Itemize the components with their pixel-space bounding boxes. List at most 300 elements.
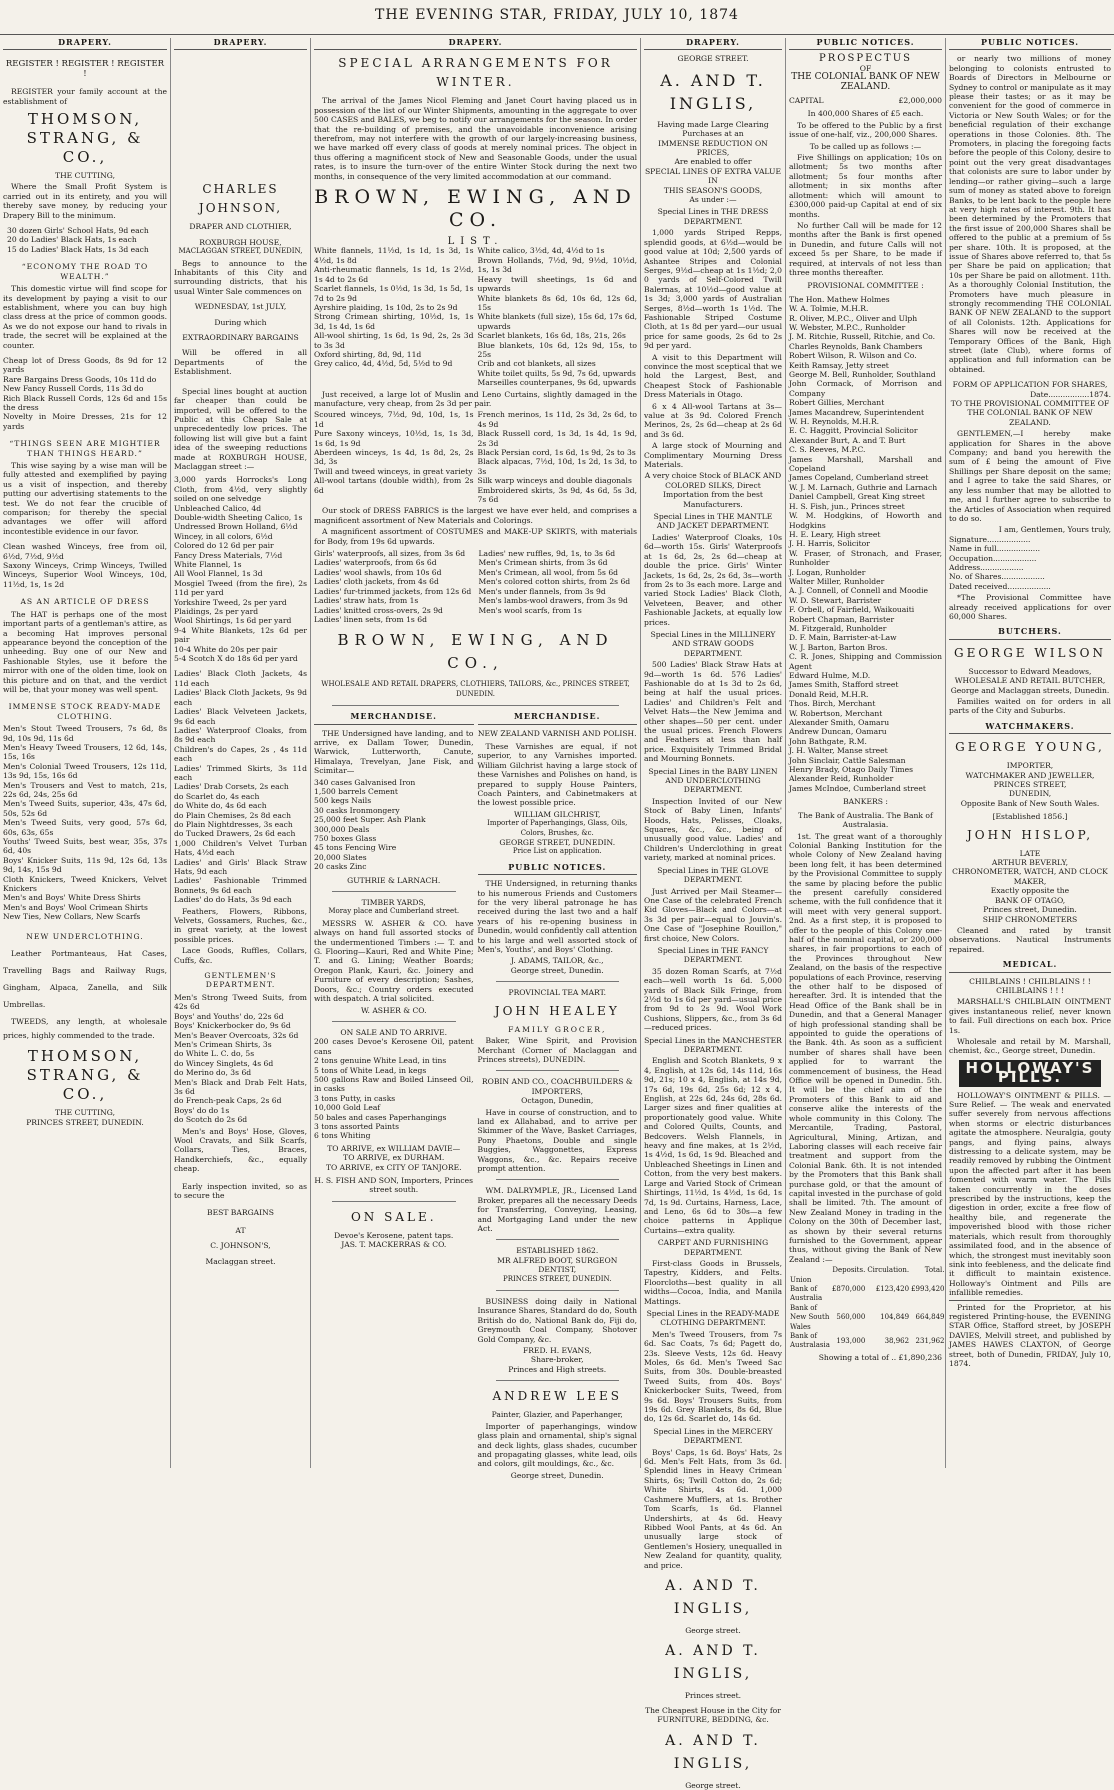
committee-member: Alexander Reid, Runholder (789, 774, 894, 784)
george-street: GEORGE STREET. (677, 54, 749, 64)
list-item: Oxford shirting, 8d, 9d, 11d (314, 349, 422, 359)
varnish-headline: NEW ZEALAND VARNISH AND POLISH. (477, 728, 637, 738)
committee-member: James Copeland, Cumberland street (789, 473, 929, 483)
list-item: Boys' and Youths' do, 22s 6d (174, 1011, 284, 1021)
johnson-house: ROXBURGH HOUSE, (199, 237, 282, 247)
bank-name: THE COLONIAL BANK OF NEW ZEALAND. (791, 72, 940, 92)
form-occupation[interactable]: Occupation.................. (949, 553, 1037, 563)
committee-member: John Cormack, of Morrison and Company (789, 379, 942, 398)
list-item: 9-4 White Blankets, 12s 6d per pair (174, 625, 307, 645)
price-list: Price List on application. (512, 847, 602, 856)
committee-member: Robert Gillies, Merchant (789, 398, 885, 408)
committee-member: Thos. Birch, Merchant (789, 699, 876, 709)
list-item: 30 dozen Girls' School Hats, 9d each (7, 226, 149, 236)
form-name[interactable]: Name in full.................. (949, 544, 1041, 554)
dalrymple-body: WM. DALRYMPLE, JR., Licensed Land Broker, prepares all the necessary Deeds for Transferring, Conveying, Leasing, and Mortgaging Land under the new Act. (477, 1186, 637, 1233)
varnish-body: These Varnishes are equal, if not superior, to any Varnishes imported. William Gilchrist having a large stock of these Varnishes and Polishes on hand, is prepared to supply House Painters, Coach Painters, and Cabinetmakers at the lowest possible price. (477, 741, 637, 808)
list-item: Saxony Winceys, Crimp Winceys, Twilled Winceys, Superior Wool Winceys, 10d, 11½d, 1s, 1s 2d (3, 561, 167, 589)
list-item: 3 tons Putty, in casks (314, 1093, 396, 1103)
committee-member: James Macandrew, Superintendent (789, 407, 925, 417)
committee-member: Charles Reynolds, Bank Chambers (789, 341, 923, 351)
list-item: do White L. C. do, 5s (174, 1049, 255, 1059)
list-item: do French-peak Caps, 2s 6d (174, 1096, 282, 1106)
list-item: 300,000 Deals (314, 824, 370, 834)
at-name: C. JOHNSON'S, (210, 1241, 271, 1251)
list-item: Wincey, in all colors, 6½d (174, 531, 273, 541)
inglis-special: SPECIAL LINES OF EXTRA VALUE (644, 166, 781, 176)
table-row (789, 1276, 946, 1304)
inglis-name-3: A. AND T. INGLIS, (665, 1643, 761, 1683)
table-cell: 193,000 (836, 1336, 866, 1345)
inglis-cheapest: The Cheapest House in the City for (645, 1705, 781, 1715)
mourning-body: A large stock of Mourning and Complimentary Mourning Dress Materials. (644, 441, 782, 470)
adams-address: George street, Dunedin. (510, 965, 604, 975)
list-item: Ladies' Trimmed Skirts, 3s 11d each (174, 763, 307, 782)
at-street: Maclaggan street. (205, 1256, 276, 1266)
list-item: do White do, 4s 6d each (174, 801, 267, 811)
sale-headline: ON SALE AND TO ARRIVE. (340, 1027, 448, 1037)
best-bargains: BEST BARGAINS (207, 1208, 274, 1218)
list-item: Fancy Dress Materials, 7½d (174, 550, 283, 560)
healey-body: Baker, Wine Spirit, and Provision Merchant (Corner of Maclaggan and Princes streets), DUNEDIN. (477, 1036, 637, 1064)
prospectus-continued: or nearly two millions of money belonging to colonists entrusted to Boards of Directors in Melbourne or Sydney to control or manipulate as it may please their tastes; or as it may be convenient for the good of commerce in Victoria or New South Wales; or for the beneficial regulation of their exchange operations in those Colonies. 8th. The Promoters, in placing the foregoing facts before the people of this Colony, desire to point out the very great disadvantages that colonists are sure to labor under by lending—or rather giving—such a large sum of money as stated above to foreign Banks, to be lent back to the people here at very high rates of interest. 9th. It has been determined by the Promoters that the first issue of 200,000 Shares shall be offered to the public at a premium of 5s per share. 10th. It is proposed, at the issue of Shares above referred to, that 5s per Share be paid on application; that 10s per Share be paid on allotment. 11th. As a thoroughly Colonial Institution, the Promoters have much pleasure in strongly recommending THE COLONIAL BANK OF NEW ZEALAND to the support of all Colonists. 12th. Applications for Shares will now be received at the Temporary Offices of the Bank, High street (late Club), where forms of application and full information can be obtained. (949, 54, 1111, 374)
list-item: Men's lambs-wool drawers, from 3s 9d (478, 596, 628, 606)
evans-address: Princes and High streets. (508, 1364, 607, 1374)
list-item: do Merino do, 3s 6d (174, 1068, 252, 1078)
list-item: 500 gallons Raw and Boiled Linseed Oil, in casks (314, 1074, 474, 1094)
dept-millinery-body: 500 Ladies' Black Straw Hats at 9d—worth 1s 6d. 576 Ladies' Fashionable do at 1s 3d to 2s 6d, being at half the usual prices. Ladies' and Children's Felt and Velvet Hats—the New Jemima and other shapes—50 per cent. under the usual prices. French Flowers and Feathers at less than half price. Exquisitely Trimmed Bridal and Mourning Bonnets. (644, 660, 782, 764)
special-arrangements-headline: SPECIAL ARRANGEMENTS FOR WINTER. (338, 56, 613, 90)
boot-name: MR ALFRED BOOT, SURGEON DENTIST, (497, 1255, 618, 1275)
section-heading-watchmakers: WATCHMAKERS. (949, 722, 1111, 734)
list-item: Embroidered skirts, 3s 9d, 4s 6d, 5s 3d, 7s 6d (477, 485, 637, 505)
offer-body: To be offered to the Public by a first issue of one-half, viz., 200,000 Shares. (789, 120, 942, 140)
list-item: 25,000 feet Super. Ash Plank (314, 815, 426, 825)
capital-line (789, 96, 942, 105)
table-cell: 231,962 (915, 1336, 945, 1345)
committee-member: W. A. Tolmie, M.H.R. (789, 304, 869, 314)
committee-member: W. Robertson, Merchant (789, 708, 883, 718)
list-item: Men's wool scarfs, from 1s (478, 605, 582, 615)
table-cell: 560,000 (836, 1313, 866, 1322)
list-item: Men's and Boys' White Dress Shirts (3, 893, 141, 903)
hislop-late: LATE (1019, 848, 1041, 858)
list-headline: LIST. (447, 236, 504, 248)
list-item: 50 bales and cases Paperhangings (314, 1112, 447, 1122)
table-row (789, 1304, 946, 1332)
list-item: Colored do 12 6d per pair (174, 541, 274, 551)
at-label: AT (235, 1225, 246, 1235)
list-item: Ladies' cloth jackets, from 4s 6d (314, 577, 439, 587)
list-item: Black alpacas, 7½d, 10d, 1s 2d, 1s 3d, to 3s (477, 457, 637, 476)
inglis-furniture: FURNITURE, BEDDING, &c. (657, 1715, 769, 1725)
list-item: Ladies' fur-trimmed jackets, from 12s 6d (314, 586, 472, 596)
column-2 (170, 38, 310, 1468)
portmanteaus-body: Leather Portmanteaus, Hat Cases, Travelling Bags and Railway Rugs, Gingham, Alpaca, Zanella, and Silk Umbrellas. (3, 949, 167, 1010)
hislop-bank: BANK OF OTAGO, (994, 895, 1066, 905)
bankers-list: The Bank of Australia. The Bank of Australasia. (798, 810, 933, 830)
firm-name: THOMSON, STRANG, & CO., (26, 110, 144, 167)
list-item: Novelty in Moire Dresses, 21s for 12 yards (3, 412, 167, 431)
list-item: Double-width Sheeting Calico, 1s (174, 512, 303, 522)
section-heading-merchandise: MERCHANDISE. (314, 712, 474, 724)
list-item: Men's Crimean, all wool, from 5s 6d (478, 567, 619, 577)
table-header-cell (789, 1266, 831, 1275)
list-item: 20 casks Zinc (314, 862, 367, 872)
list-item: 30 casks Ironmongery (314, 805, 400, 815)
list-item: Rare Bargains Dress Goods, 10s 11d do (3, 374, 157, 384)
young-name: GEORGE YOUNG, (955, 740, 1105, 755)
holloway-body: HOLLOWAY'S OINTMENT & PILLS. — Sure Relief. — The weak and enervated suffer severely from nervous affections when storms or electric disturbances agitate the atmosphere. Neuralgia, gouty pangs, and flying pains, always distressing to a delicate system, may be readily removed by rubbing the Ointment upon the affected part after it has been fomented with warm water. The Pills taken concurrently in the doses prescribed by the instructions, keep the digestion in order, excite a free flow of healthy bile, and regenerate the impoverished blood with those richer materials, which result from thoroughly assimilated food, and in the absence of which, the strongest must inevitably soon sink into feebleness, and the delicate find it difficult to maintain existence. Holloway's Ointment and Pills are infallible remedies. (949, 1090, 1111, 1298)
list-item: White Flannel, 1s (174, 560, 242, 569)
healey-name: JOHN HEALEY (494, 1003, 620, 1018)
section-heading-medical: MEDICAL. (949, 960, 1111, 972)
dept-ready-body: Men's Tweed Trousers, from 7s 6d. Sac Coats, 7s 6d; Pagett do, 23s. Sleeve Vests, 12s 6d. Heavy Moles, 6s 6d. Men's Tweed Sac Suits, from 30s. Double-breasted Tweed Suits, from 40s. Boys' Knickerbocker Suits, Tweed, from 9s 6d. Boys' Trousers Suits, from 19s 6d. Grey Blankets, 8s 6d, Blue do, 12s 6d. Scarlet do, 14s 6d. (644, 1329, 782, 1424)
list-item: Ladies' Black Cloth Jackets, 4s 11d each (174, 669, 307, 688)
evans-name: FRED. H. EVANS, (522, 1346, 592, 1356)
magnificent-costumes: A magnificent assortment of COSTUMES and MAKE-UP SKIRTS, with materials for Body, from 19s 6d upwards. (314, 527, 637, 546)
wilson-name: GEORGE WILSON (954, 645, 1106, 660)
list-item: 5-4 Scotch X do 18s 6d per yard (174, 654, 298, 664)
inglis-name-2: A. AND T. INGLIS, (665, 1577, 761, 1617)
list-item: Ladies' waterproofs, from 6s 6d (314, 558, 437, 568)
dept-mantle-body: Ladies' Waterproof Cloaks, 10s 6d—worth 15s. Girls' Waterproofs at 1s 6d, 2s, 2s 6d—cheap at double the price. Girls' Winter Jackets, 1s 6d, 2s, 2s 6d, 3s—worth from 2s to 3s each more. Large and varied Stock Ladies' Black Cloth, Velveteen, Beaver, and other Fashionable Jackets, at equally low prices. (644, 532, 782, 627)
young-street: PRINCES STREET, (993, 780, 1067, 790)
list-item: Black Persian cord, 1s 6d, 1s 9d, 2s to 3s (477, 448, 636, 457)
table-cell: £870,000 (831, 1285, 866, 1293)
list-item: do Wincey Singlets, 4s 6d (174, 1058, 274, 1068)
column-3 (310, 37, 640, 1480)
dept-carpet: CARPET AND FURNISHING DEPARTMENT. (657, 1238, 769, 1257)
evans-trade: Share-broker, (530, 1355, 584, 1365)
list-item: White calico, 3½d, 4d, 4½d to 1s (477, 246, 605, 256)
committee-member: W. J. M. Larnach, Guthrie and Larnach (789, 482, 938, 492)
table-cell: £993,420 (911, 1285, 945, 1293)
form-note: *The Provisional Committee have already received applications for over 60,000 Shares. (949, 593, 1111, 621)
register-headline: REGISTER ! REGISTER ! REGISTER ! (5, 59, 165, 79)
register-body: REGISTER your family account at the establishment of (3, 87, 167, 106)
adams-firm: J. ADAMS, TAILOR, &c., (510, 956, 604, 966)
committee-member: J. M. Ritchie, Russell, Ritchie, and Co. (789, 332, 936, 342)
form-signature[interactable]: Signature.................. (949, 534, 1031, 544)
young-importer: IMPORTER, (1006, 761, 1054, 771)
list-item: 1,500 barrels Cement (314, 786, 398, 796)
things-body: This wise saying by a wise man will be fully attested and exemplified by paying us a visit of inspection, and thereby putting our advertising statements to the test. We do not fear the crucible of comparison; for thereby the special advantages we offer will afford incontestible evidence in our favor. (3, 461, 167, 536)
dept-fancy: Special Lines in THE FANCY DEPARTMENT. (657, 945, 769, 965)
list-item: New Ties, New Collars, New Scarfs (3, 912, 141, 922)
gilchrist-trade: Importer of Paperhangings, Glass, Oils, Colors, Brushes, &c. (487, 819, 628, 837)
marshall-body: MARSHALL'S CHILBLAIN OINTMENT gives instantaneous relief, never known to fail. Full directions on each box. Price 1s. (949, 997, 1111, 1035)
healey-trade: FAMILY GROCER, (508, 1024, 607, 1034)
list-item: Cloth Knickers, Tweed Knickers, Velvet Knickers (3, 874, 167, 894)
table-cell: 38,962 (884, 1336, 910, 1345)
firm-premises-2: THE CUTTING, (55, 1108, 115, 1118)
committee-member: Walter Miller, Runholder (789, 576, 885, 586)
landing-body: THE Undersigned have landing, and to arrive, ex Dallam Tower, Dunedin, Warwick, Lutterworth, Canute, Himalaya, Trevelyan, Jane Fisk, and Scimitar— (314, 728, 474, 776)
committee-member: R. Oliver, M.P.C., Oliver and Ulph (789, 313, 918, 323)
wilson-address: George and Maclaggan streets, Dunedin. (950, 685, 1110, 695)
dept-glove-body: Just Arrived per Mail Steamer—One Case of the celebrated French Kid Gloves—Black and Colors—at 3s 3d per pair—equal to Jouvin's. One Case of "Josephine Rouillon," first choice, New Colors. (644, 886, 782, 943)
clothing-headline: IMMENSE STOCK READY-MADE CLOTHING. (8, 702, 162, 721)
inglis-address-4: George street. (685, 1780, 741, 1790)
committee-member: Andrew Duncan, Oamaru (789, 727, 887, 737)
johnson-body: Begs to announce to the Inhabitants of this City and surrounding districts, that his usual Winter Sale commences on (174, 258, 307, 296)
form-date: Date.................1874. (1030, 389, 1111, 399)
section-heading-merchandise: MERCHANDISE. (478, 712, 638, 724)
list-item: Men's Crimean Shirts, 3s (174, 1039, 272, 1049)
list-item: Ladies' linen sets, from 1s 6d (314, 614, 427, 624)
committee-member: J. H. Harris, Solicitor (789, 539, 870, 549)
guthrie-firm: GUTHRIE & LARNACH. (347, 875, 441, 885)
form-yours: I am, Gentlemen, Yours truly, (998, 525, 1111, 535)
economy-headline: “ECONOMY THE ROAD TO WEALTH.” (21, 262, 149, 281)
section-heading-public-notices: PUBLIC NOTICES. (949, 38, 1111, 50)
list-item: Ladies' and Girls' Black Straw Hats, 9d each (174, 857, 307, 876)
inglis-name-4: A. AND T. INGLIS, (665, 1732, 761, 1772)
list-item: Men's Crimean shirts, from 3s 6d (478, 558, 608, 568)
list-item: Aberdeen winceys, 1s 4d, 1s 8d, 2s, 2s 3d, 3s (314, 448, 474, 467)
list-item: Strong Crimean shirting, 10½d, 1s, 1s 3d, 1s 4d, 1s 6d (314, 312, 474, 331)
committee-member: Alexander Burt, A. and T. Burt (789, 435, 906, 445)
list-item: Children's do Capes, 2s , 4s 11d each (174, 744, 307, 764)
column-5 (785, 38, 945, 1468)
list-item: All-wool tartans (double width), from 2s 6d (314, 476, 474, 495)
list-item: Wool Shirtings, 1s 6d per yard (174, 616, 292, 626)
dept-manchester-body: English and Scotch Blankets, 9 x 4, English, at 12s 6d, 14s 11d, 16s 9d, 21s; 10 x 4, English, at 14s 9d, 17s 6d, 19s 6d, 25s 6d; 12 x 4, English, at 22s 6d, 24s 6d, 28s 6d. Larger sizes and finer qualities at proportionately good value. White and Colored Quilts, Counts, and Bedcovers. Welsh Flannels, in heavy and fine makes, at 1s 2½d, 1s 4½d, 1s 6d, 1s 9d. Bleached and Unbleached Sheetings in Linen and Cotton, from the very best makers. Large and Varied Stock of Crimean Shirtings, 11½d, 1s 4½d, 1s 6d, 1s 7d, 1s 9d. Curtains, Harness, Lace, and Leno, 6s 6d to 30s—a few choice patterns in Applique Curtains—extra quality. (644, 1056, 782, 1235)
timber-body: MESSRS W. ASHER & CO. have always on hand full assorted stocks of the undermentioned Timbers :— T. and G. Flooring—Kauri, Red and White Pine; T. and G. Lining; Weather Boards; Oregon Plank, Kauri, &c. Joinery and Furniture of every description; Sashes, Doors, &c.; Country orders executed with despatch. A trial solicited. (314, 918, 474, 1004)
lees-trade: Painter, Glazier, and Paperhanger, (491, 1410, 623, 1420)
johnson-trade: DRAPER AND CLOTHIER, (189, 222, 292, 232)
committee-member: Robert Wilson, R. Wilson and Co. (789, 351, 917, 361)
further-body: No further Call will be made for 12 months after the Bank is first opened in Dunedin, and future Calls will not exceed 5s per Share, to be made if required, at intervals of not less than three months thereafter. (789, 220, 942, 277)
arrangements-body: The arrival of the James Nicol Fleming and Janet Court having placed us in possession of the list of our Winter Shipments, amounting in the aggregate to over 500 CASES and BALES, we beg to notify our arrangements for the season. In order that the re-building of premises, and the unavoidable inconvenience arising therefrom, may not interfere with the growth of our largely-increasing business, we have marked off every class of goods at merely nominal prices. The object in thus offering a magnificent stock of New and Seasonable Goods, under the usual rates, is to insure the turn-over of the entire Winter Stock during the next two months, in consequence of the very limited accommodation at our command. (314, 96, 637, 181)
inglis-address-2: George street. (685, 1625, 741, 1635)
sale-during: During which (214, 317, 267, 327)
list-item: White flannels, 11½d, 1s 1d, 1s 3d, 1s 4½d, 1s 8d (314, 246, 474, 265)
dept-millinery: Special Lines in the MILLINERY AND STRAW GOODS DEPARTMENT. (650, 629, 776, 658)
lees-name: ANDREW LEES (492, 1389, 622, 1404)
list-item: 340 cases Galvanised Iron (314, 777, 416, 787)
section-heading-drapery: DRAPERY. (314, 38, 637, 50)
list-item: Ladies' Waterproof Cloaks, from 8s 9d each (174, 725, 307, 745)
table-header-cell: Circulation. (867, 1266, 910, 1275)
list-item: New Fancy Russell Cords, 11s 3d do (3, 384, 144, 394)
list-item: Men's Colonial Tweed Trousers, 12s 11d, 13s 9d, 15s, 16s 6d (3, 761, 167, 781)
list-item: Black Russell cord, 1s 3d, 1s 4d, 1s 9d, 2s 3d (477, 429, 637, 448)
robin-body: Have in course of construction, and to land ex Allahabad, and to arrive per Skimmer of the Wave, Basket Carriages, Pony Phaetons, Double and single Buggies, Waggonettes, Express Waggons, &c., &c. Repairs receive prompt attention. (477, 1107, 637, 1173)
committee-member: J. Logan, Runholder (789, 567, 866, 577)
list-item: 15 do Ladies' Black Hats, 1s 3d each (7, 244, 149, 254)
table-row (789, 1332, 946, 1351)
prospectus-of: OF (859, 63, 872, 73)
column-1 (0, 38, 170, 1468)
list-item: 6 tons Whiting (314, 1131, 371, 1141)
list-item: Ladies' knitted cross-overs, 2s 9d (314, 605, 443, 615)
committee-member: J. H. Walter, Manse street (789, 746, 888, 756)
form-shares[interactable]: No. of Shares.................. (949, 572, 1045, 582)
feathers-body: Feathers, Flowers, Ribbons, Velvets, Gossamers, Ruches, &c., in great variety, at the lowest possible prices. (174, 906, 307, 944)
shares-line: In 400,000 Shares of £5 each. (807, 109, 924, 119)
hat-body: The HAT is perhaps one of the most important parts of a gentleman's attire, as a becoming Hat improves personal appearance beyond the conception of the unheeding. Buy one of our New and Fashionable Styles, use it before the mirror with one of the olden time, look on this picture and on that, and the verdict will be, that your money was well spent. (3, 609, 167, 694)
committee-member: James Marshall, Marshall and Copeland (789, 454, 942, 474)
committee-member: Henry Brady, Otago Daily Times (789, 765, 913, 775)
wilson-trade: WHOLESALE AND RETAIL BUTCHER, (954, 676, 1106, 686)
dept-dress: Special Lines in THE DRESS DEPARTMENT. (657, 207, 769, 226)
dept-ready: Special Lines in the READY-MADE CLOTHING DEPARTMENT. (646, 1308, 780, 1328)
list-item: do Scarlet do, 4s each (174, 791, 260, 801)
timber-headline: TIMBER YARDS, (361, 898, 426, 908)
committee-member: F. Orbell, of Fairfield, Waikouaiti (789, 605, 915, 615)
committee-member: M. Fitzgerald, Runholder (789, 623, 887, 633)
dept-glove: Special Lines in THE GLOVE DEPARTMENT. (657, 865, 769, 885)
section-heading-butchers: BUTCHERS. (949, 627, 1111, 639)
list-item: Brown Hollands, 7½d, 9d, 9½d, 10½d, 1s, 1s 3d (477, 255, 637, 275)
lace-body: Lace Goods, Ruffles, Collars, Cuffs, &c. (174, 946, 307, 965)
inglis-in: IN (708, 176, 718, 186)
list-item: Ladies' Black Cloth Jackets, 9s 9d each (174, 688, 307, 707)
statement-total: Showing a total of .. £1,890,236 (818, 1352, 942, 1362)
tea-mart-headline: PROVINCIAL TEA MART. (508, 988, 606, 998)
inglis-season: THIS SEASON'S GOODS, (663, 185, 763, 195)
brown-ewing-address: WHOLESALE AND RETAIL DRAPERS, CLOTHIERS, TAILORS, &c., PRINCES STREET, DUNEDIN. (321, 680, 630, 698)
bankers-headline: BANKERS : (843, 797, 888, 807)
business-body: BUSINESS doing daily in National Insurance Shares, Standard do do, South British do do, National Bank do, Fiji do, Greymouth Coal Company, Shotover Gold Company, &c. (477, 1297, 637, 1344)
list-item: Boys' Knickerbocker do, 9s 6d (174, 1021, 291, 1031)
hislop-name: JOHN HISLOP, (966, 827, 1094, 842)
list-item: Men's under flannels, from 3s 9d (478, 586, 606, 596)
johnson-street: MACLAGGAN STREET, DUNEDIN, (178, 247, 303, 256)
our-stock: Our stock of DRESS FABRICS is the largest we have ever held, and comprises a magnificent assortment of New Materials and Colorings. (314, 506, 637, 525)
list-item: All-wool shirting, 1s 6d, 1s 9d, 2s, 2s 3d to 3s 3d (314, 331, 474, 350)
called-headline: To be called up as follows :— (809, 141, 922, 151)
inglis-reduction: IMMENSE REDUCTION ON PRICES, (658, 138, 768, 158)
masthead: THE EVENING STAR, FRIDAY, JULY 10, 1874 (0, 0, 1114, 35)
committee-member: James McIndoe, Cumberland street (789, 783, 926, 793)
committee-member: E. C. Haggitt, Provincial Solicitor (789, 426, 918, 436)
fish-firm: H. S. FISH AND SON, Importers, Princes street south. (314, 1176, 474, 1195)
prospectus-headline: PROSPECTUS (819, 53, 912, 65)
gilchrist-address: GEORGE STREET, DUNEDIN. (499, 838, 616, 847)
list-item: Yorkshire Tweed, 2s per yard (174, 597, 287, 607)
things-headline: “THINGS SEEN ARE MIGHTIER THAN THINGS HEARD.” (9, 439, 161, 458)
arrive-durham: TO ARRIVE, ex DURHAM. (343, 1153, 445, 1163)
committee-member: Donald Reid, M.H.R. (789, 689, 869, 699)
table-cell: Union Bank of Australia (790, 1275, 823, 1303)
visit-body: A visit to this Department will convince the most sceptical that we hold the Largest, Best, and Cheapest Stock of Fashionable Dress Materials in Otago. (644, 352, 783, 400)
list-item: Crib and cot blankets, all sizes (477, 359, 596, 369)
section-heading-public-notices: PUBLIC NOTICES. (478, 863, 638, 875)
capital-label: CAPITAL (789, 96, 824, 106)
list-item: Men's Strong Tweed Suits, from 42s 6d (174, 992, 307, 1012)
wilson-body: Families waited on for orders in all parts of the City and Suburbs. (949, 697, 1111, 716)
committee-member: H. S. Fish, jun., Princes street (789, 501, 905, 511)
list-item: Cheap lot of Dress Goods, 8s 9d for 12 yards (3, 355, 167, 375)
list-item: Clean washed Winceys, free from oil, 6½d, 7½d, 9½d (3, 542, 167, 561)
list-item: Girls' waterproofs, all sizes, from 3s 6d (314, 549, 466, 559)
just-received: Just received, a large lot of Muslin and Leno Curtains, slightly damaged in the manufacture, very cheap, from 2s 3d per pair. (314, 389, 637, 408)
committee-headline: PROVISIONAL COMMITTEE : (807, 281, 924, 291)
gilchrist-name: WILLIAM GILCHRIST, (514, 809, 601, 819)
section-heading-drapery: DRAPERY. (644, 38, 782, 50)
sale-depts: Will be offered in all Departments of the Establishment. (174, 348, 307, 377)
committee-member: Robert Chapman, Barrister (789, 614, 895, 624)
committee-member: James Smith, Stafford street (789, 680, 899, 690)
tartans-body: 6 x 4 All-wool Tartans at 3s—value at 3s 9d. Colored French Merinos, 2s, 2s 6d—cheap at 2s 6d and 3s 6d. (644, 401, 782, 439)
list-item: do Plain Nightdresses, 3s each (174, 819, 293, 829)
list-item: Blue blankets, 10s 6d, 12s 9d, 15s, to 25s (477, 340, 637, 359)
list-item: Men's Heavy Tweed Trousers, 12 6d, 14s, 15s, 16s (3, 742, 167, 762)
chilblains-headline: CHILBLAINS ! CHILBLAINS ! ! CHILBLAINS ! ! ! (969, 976, 1091, 995)
form-address[interactable]: Address.................. (949, 562, 1024, 572)
robin-address: Octagon, Dunedin, (521, 1096, 594, 1106)
list-item: Unbleached Calico, 4d (174, 503, 262, 513)
committee-member: Alexander Smith, Oamaru (789, 718, 890, 728)
list-item: Pure Saxony winceys, 10½d, 1s, 1s 3d, 1s 6d, 1s 9d (314, 429, 474, 448)
list-item: 1,000 Children's Velvet Turban Hats, 4½d each (174, 838, 307, 858)
list-item: Anti-rheumatic flannels, 1s 1d, 1s 2½d, 1s 4d to 2s 6d (314, 265, 474, 284)
committee-member: Keith Ramsay, Jetty street (789, 360, 889, 370)
onsale-body: Devoe's Kerosene, patent taps. (334, 1230, 454, 1240)
inglis-name: A. AND T. INGLIS, (660, 70, 766, 113)
list-item: 20,000 Slates (314, 852, 367, 862)
marshall-wholesale: Wholesale and retail by M. Marshall, chemist, &c., George street, Dunedin. (949, 1036, 1111, 1056)
list-item: 45 tons Fencing Wire (314, 843, 397, 853)
list-item: 10-4 White do 20s per pair (174, 644, 278, 654)
committee-member: Daniel Campbell, Great King street (789, 492, 925, 502)
list-item: White blankets 8s 6d, 10s 6d, 12s 6d, 15s (477, 293, 637, 312)
list-item: do Plain Chemises, 2s 8d each (174, 810, 291, 820)
tweeds-body: TWEEDS, any length, at wholesale prices, highly commended to the trade. (3, 1017, 167, 1041)
arrive-tanjore: TO ARRIVE, ex CITY OF TANJORE. (325, 1162, 462, 1172)
form-dated[interactable]: Dated received.................. (949, 581, 1051, 591)
column-4 (640, 37, 785, 1790)
economy-body: This domestic virtue will find scope for its development by paying a visit to our establishment, where you can buy high class dress at the price of common goods. As we do not expose our hand to rivals in trade, the secret will be explained at the counter. (3, 284, 167, 350)
adams-body: THE Undersigned, in returning thanks to his numerous Friends and Customers for the very liberal patronage he has received during the last two and a half years of his re-opening business in Dunedin, would confidently call attention to his large and well assorted stock of Men's, Youths', and Boys' Clothing. (477, 879, 637, 955)
table-header-cell: Deposits. (832, 1266, 866, 1275)
robin-name: ROBIN AND CO., COACHBUILDERS & IMPORTERS, (481, 1077, 633, 1096)
johnson-name: CHARLES JOHNSON, (198, 182, 283, 216)
committee-member: C. R. Jones, Shipping and Commission Agent (789, 652, 942, 671)
special-lines: Special lines bought at auction far cheaper than could be imported, will be offered to the Public at this Cheap Sale at unprecedentedly low prices. The following list will give but a faint idea of the sweeping reductions made at ROXBURGH HOUSE, Maclaggan street :— (174, 386, 307, 471)
committee-member: W. D. Stewart, Barrister (789, 595, 882, 605)
list-item: Ladies' straw hats, from 1s (314, 596, 419, 606)
list-item: Marseilles counterpanes, 9s 6d, upwards (477, 378, 637, 388)
committee-member: A. J. Connell, of Connell and Moodie (789, 586, 929, 596)
list-item: 10,000 Gold Leaf (314, 1103, 381, 1113)
committee-member: John Sinclair, Cattle Salesman (789, 755, 906, 765)
mackerras-firm: JAS. T. MACKERRAS & CO. (341, 1240, 447, 1250)
committee-member: Edward Hulme, M.D. (789, 671, 871, 680)
list-item: do Scotch do 2s 6d (174, 1115, 248, 1125)
list-item: Scarlet blankets, 16s 6d, 18s, 21s, 26s (477, 331, 626, 341)
dept-mercery-body: Boys' Caps, 1s 6d. Boys' Hats, 2s 6d. Men's Felt Hats, from 3s 6d. Splendid lines in Heavy Crimean Shirts, 6s; Twill Cotton do, 2s 6d; White Shirts, 4s 6d. 1,000 Cashmere Mufflers, at 1s. Brother Tom Scarfs, 1s 6d. Flannel Undershirts, at 4s 6d. Heavy Ribbed Wool Pants, at 4s 6d. An unusually large stock of Gentlemen's Hosiery, unequalled in New Zealand for quantity, quality, and price. (644, 1447, 782, 1570)
dept-dress-body: 1,000 yards Striped Repps, splendid goods, at 6½d—would be good value at 10d; 2,500 yards of Ashantee Stripes and Colonial Serges, 9½d—cheap at 1s 1½d; 2,0 0 yards of Self-Colored Twill Balernas, at 10½d—good value at 1s 3d; 3,000 yards of Australian Serges, 8½d—worth 1s 1½d. The Fashionable Striped Costume Cloth, at 1s 8d per yard—our usual price for same goods, 2s 6d to 2s 9d per yard. (644, 228, 782, 351)
list-item: Ladies' do do Hats, 3s 9d each (174, 895, 292, 905)
table-cell: Bank of Australasia (790, 1332, 830, 1350)
list-item: Men's and Boys' Wool Crimean Shirts (3, 902, 148, 912)
committee-member: D. F. Main, Barrister-at-Law (789, 633, 897, 643)
committee-member: C. S. Reeves, M.P.C. (789, 445, 866, 455)
list-item: Boys' Knicker Suits, 11s 9d, 12s 6d, 13s 9d, 14s, 15s 9d (3, 855, 167, 875)
gents-headline: GENTLEMEN'S DEPARTMENT. (204, 971, 277, 990)
list-item: Men's Beaver Overcoats, 32s 6d (174, 1030, 299, 1040)
list-item: do Tucked Drawers, 2s 6d each (174, 829, 296, 839)
dept-manchester: Special Lines in the MANCHESTER DEPARTMENT. (644, 1035, 782, 1054)
inglis-enabled: Are enabled to offer (674, 157, 752, 167)
inglis-princes: Princes street. (684, 1691, 742, 1701)
list-item: Heavy twill sheetings, 1s 6d and upwards (477, 274, 637, 294)
form-body: GENTLEMEN,—I hereby make application for Shares in the above Company; and band you herewith the sum of £ being the amount of Five Shillings per Share deposit on the same; and I agree to take the said Shares, or any less number that may be allotted to me, and I further agree to subscribe to the Articles of Association when required to do so. (949, 429, 1111, 523)
